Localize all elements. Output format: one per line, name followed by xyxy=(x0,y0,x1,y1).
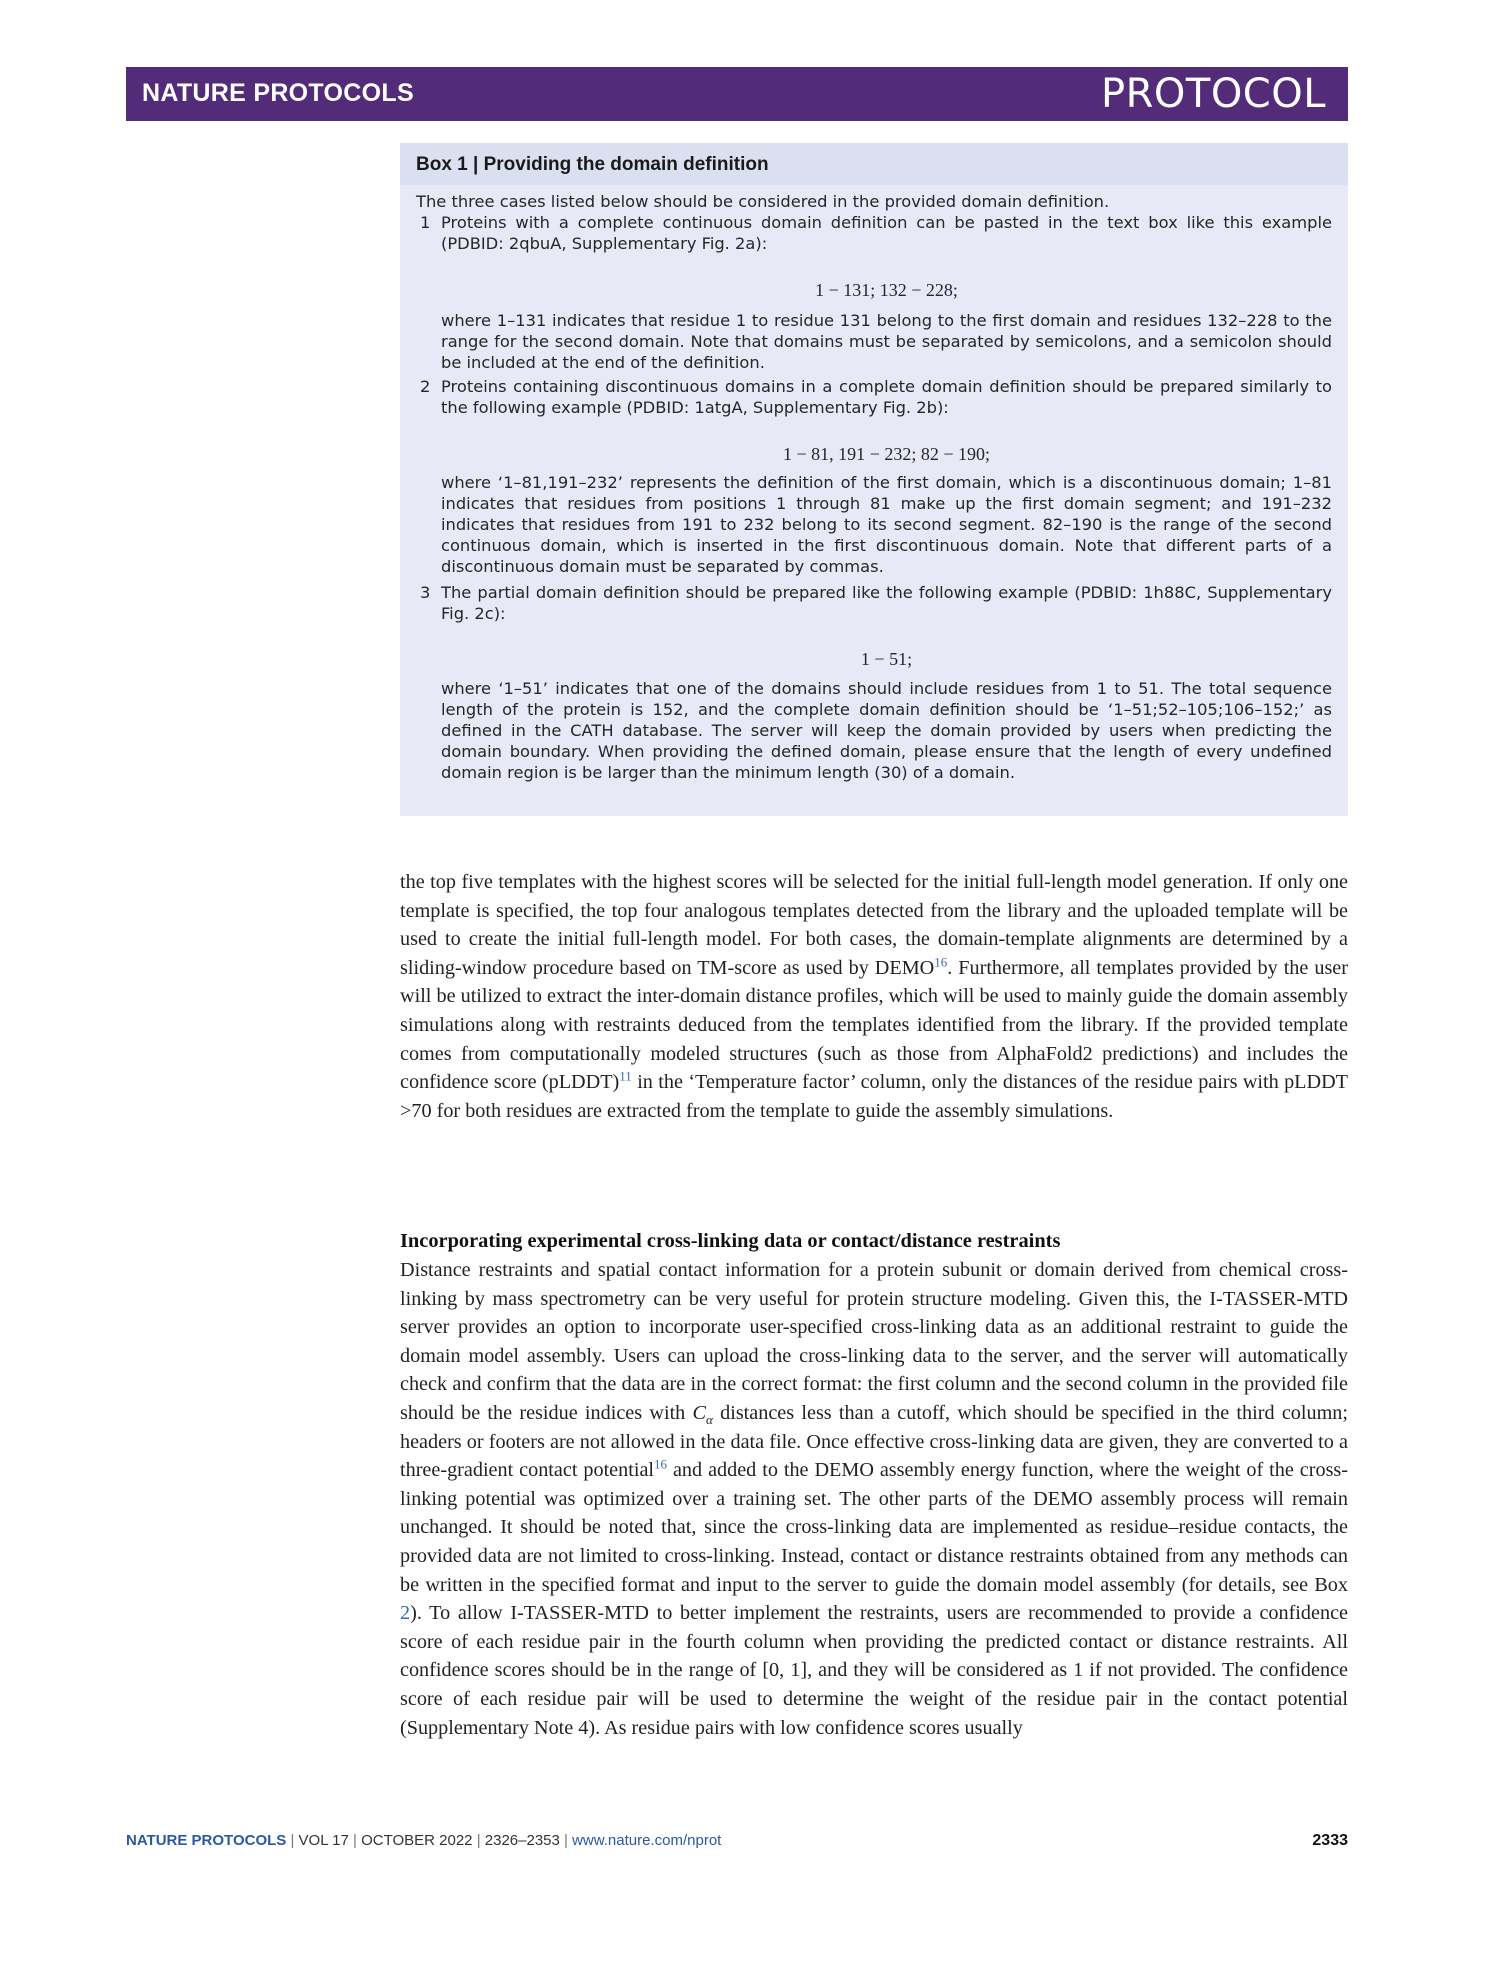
body-paragraph-1 xyxy=(400,868,1348,1125)
text-run: Distance restraints and spatial contact information for a protein subunit or domain derived from chemical cross-linking by mass spectrometry can be very useful for protein structure modeling. Given this, the I-TASSER-MTD server provides an option to incorporate user-specified cross-linking data as an additional restraint to guide the domain model assembly. Users can upload the cross-linking data to the server, and the server will automatically check and confirm that the data are in the correct format: the first column and the second column in the provided file should be the residue indices with xyxy=(400,1259,1348,1424)
item-text: The partial domain definition should be prepared like the following example (PDBID: 1h88C, Supplementary Fig. 2c): xyxy=(441,583,1332,623)
citation-link[interactable]: 11 xyxy=(619,1068,632,1084)
text-run: ). To allow I-TASSER-MTD to better implement the restraints, users are recommended to provide a confidence score of each residue pair in the fourth column when providing the predicted contact or distance restraints. All confidence scores should be in the range of [0, 1], and they will be considered as 1 if not provided. The confidence score of each residue pair will be used to determine the weight of the residue pair in the contact potential (Supplementary Note 4). As residue pairs with low confidence scores usually xyxy=(400,1602,1348,1739)
item-number: 2 xyxy=(420,377,431,396)
footer-url-link[interactable]: www.nature.com/nprot xyxy=(572,1832,722,1849)
box-item-1 xyxy=(416,212,1332,254)
item-description-3: where ‘1–51’ indicates that one of the domains should include residues from 1 to 51. The total sequence length of the protein is 152, and the complete domain definition should be ‘1–51;52–105;106–152;’ as defined in the CATH database. The server will keep the domain provided by users when predicting the domain boundary. When providing the defined domain, please ensure that the length of every undefined domain region is be larger than the minimum length (30) of a domain. xyxy=(441,679,1332,782)
item-description-1: where 1–131 indicates that residue 1 to residue 131 belong to the first domain and residues 132–228 to the range for the second domain. Note that domains must be separated by semicolons, and a semicolon should be included at the end of the definition. xyxy=(441,311,1332,372)
text-run: in the ‘Temperature factor’ column, only the distances of the residue pairs with pLDDT >70 for both residues are extracted from the template to guide the assembly simulations. xyxy=(400,1071,1349,1122)
box-intro: The three cases listed below should be considered in the provided domain definition. xyxy=(416,192,1110,211)
citation-link[interactable]: 16 xyxy=(934,954,948,970)
item-text: Proteins containing discontinuous domains in a complete domain definition should be prepared similarly to the following example (PDBID: 1atgA, Supplementary Fig. 2b): xyxy=(441,377,1332,417)
citation-link[interactable]: 16 xyxy=(654,1456,668,1472)
section-heading: Incorporating experimental cross-linking data or contact/distance restraints xyxy=(400,1230,1061,1252)
text-run: . Furthermore, all templates provided by the user will be utilized to extract the inter-domain distance profiles, which will be used to mainly guide the domain assembly simulations along with restraints deduced from the templates identified from the library. If the provided template comes from computationally modeled structures (such as those from AlphaFold2 predictions) and includes the confidence score (pLDDT) xyxy=(400,956,1348,1094)
page-number: 2333 xyxy=(1312,1832,1348,1849)
item-text: Proteins with a complete continuous domain definition can be pasted in the text box like this example (PDBID: 2qbuA, Supplementary Fig. 2a): xyxy=(441,213,1332,253)
page-footer: NATURE PROTOCOLS | VOL 17 | OCTOBER 2022 | 2326–2353 | www.nature.com/nprot 2333 xyxy=(126,1832,1348,1849)
c-alpha-symbol: $C_\alpha$ xyxy=(692,1401,713,1427)
footer-volume: VOL 17 xyxy=(298,1832,349,1849)
item-description-2: where ‘1–81,191–232’ represents the definition of the first domain, which is a discontinuous domain; 1–81 indicates that residues from positions 1 through 81 make up the first domain segment; and 191–232 indicates that residues from 191 to 232 belong to its second segment. 82–190 is the range of the second continuous domain, which is inserted in the first discontinuous domain. Note that different parts of a discontinuous domain must be separated by commas. xyxy=(441,473,1332,576)
box-title: Box 1 | Providing the domain definition xyxy=(416,154,769,175)
text-run: distances less than a cutoff, which should be specified in the third column; headers or footers are not allowed in the data file. Once effective cross-linking data are given, they are converted to a three-gradient contact potential xyxy=(400,1401,1348,1482)
box-1 xyxy=(400,143,1348,816)
journal-name: NATURE PROTOCOLS xyxy=(142,79,414,107)
item-number: 1 xyxy=(420,213,431,232)
item-number: 3 xyxy=(420,583,431,602)
box-item-2 xyxy=(416,376,1332,418)
domain-formula-1: 1 − 131; 132 − 228; xyxy=(815,280,958,300)
box-reference-link[interactable]: 2 xyxy=(400,1602,411,1625)
domain-formula-3: 1 − 51; xyxy=(860,649,913,669)
footer-date: OCTOBER 2022 xyxy=(361,1832,473,1849)
footer-pages: 2326–2353 xyxy=(484,1832,560,1849)
box-item-3 xyxy=(416,582,1332,624)
journal-header-bar xyxy=(126,67,1348,121)
article-type-label: PROTOCOL xyxy=(1100,71,1326,117)
box-title-bar xyxy=(400,143,1348,185)
footer-journal: NATURE PROTOCOLS xyxy=(126,1832,287,1849)
text-run: and added to the DEMO assembly energy function, where the weight of the cross-linking potential was optimized over a training set. The other parts of the DEMO assembly process will remain unchanged. It should be noted that, since the cross-linking data are implemented as residue–residue contacts, the provided data are not limited to cross-linking. Instead, contact or distance restraints obtained from any methods can be written in the specified format and input to the server to guide the domain model assembly (for details, see Box xyxy=(400,1459,1349,1596)
body-paragraph-2 xyxy=(400,1256,1348,1742)
domain-formula-2: 1 − 81, 191 − 232; 82 − 190; xyxy=(783,444,990,464)
text-run: the top five templates with the highest scores will be selected for the initial full-length model generation. If only one template is specified, the top four analogous templates detected from the library and the uploaded template will be used to create the initial full-length model. For both cases, the domain-template alignments are determined by a sliding-window procedure based on TM-score as used by DEMO xyxy=(400,871,1348,979)
